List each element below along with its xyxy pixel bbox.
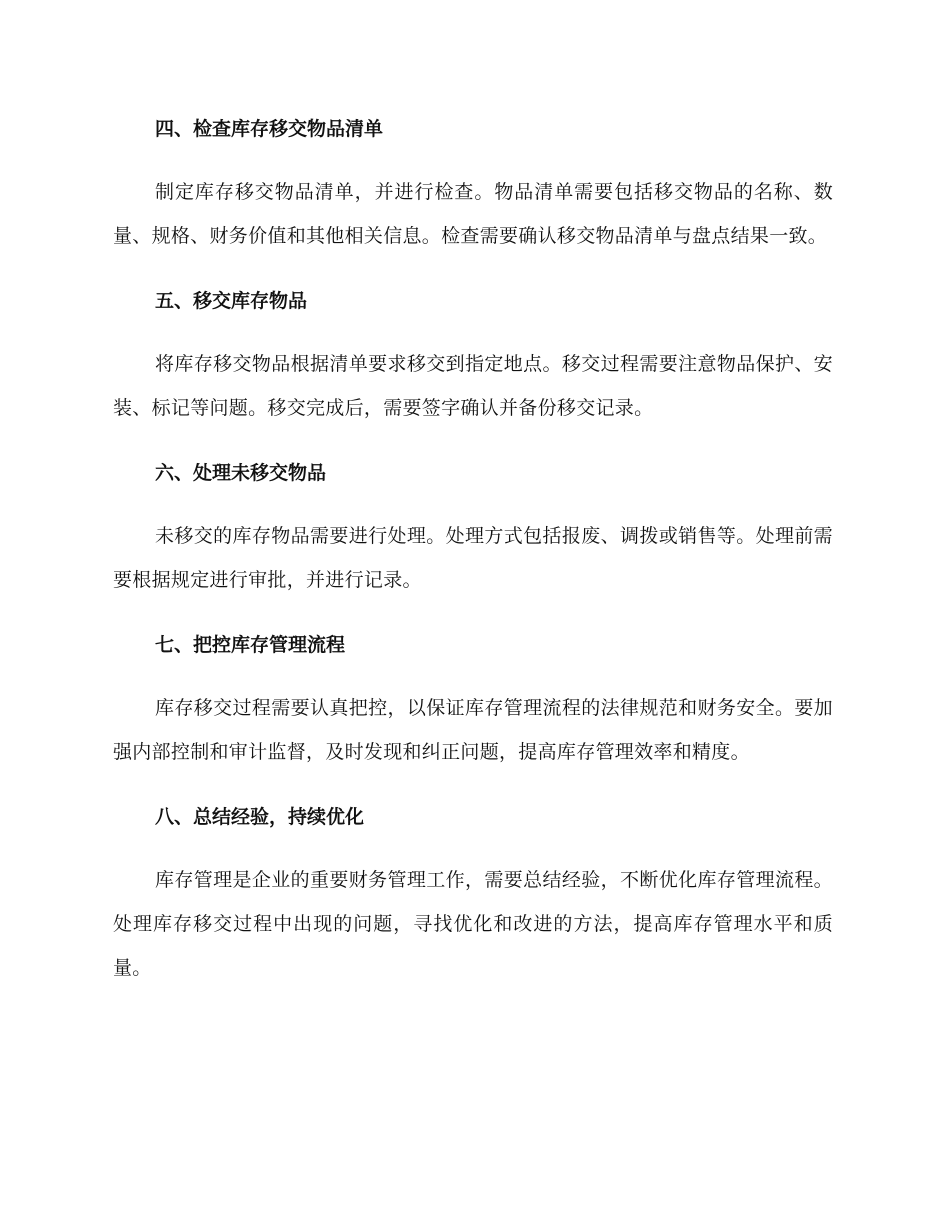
section-handle-untransferred: [113, 456, 833, 602]
section-heading: 六、处理未移交物品: [155, 462, 327, 484]
section-heading: 七、把控库存管理流程: [155, 634, 346, 656]
section-check-transfer-list: [113, 112, 833, 258]
section-paragraph: 库存移交过程需要认真把控，以保证库存管理流程的法律规范和财务安全。要加强内部控制和审计监督，及时发现和纠正问题，提高库存管理效率和精度。: [113, 697, 833, 763]
section-paragraph: 未移交的库存物品需要进行处理。处理方式包括报废、调拨或销售等。处理前需要根据规定进行审批，并进行记录。: [113, 525, 833, 591]
document-body: [113, 112, 833, 1016]
section-paragraph: 将库存移交物品根据清单要求移交到指定地点。移交过程需要注意物品保护、安装、标记等问题。移交完成后，需要签字确认并备份移交记录。: [113, 353, 833, 419]
section-summary-optimize: [113, 800, 833, 990]
section-heading: 八、总结经验，持续优化: [155, 806, 365, 828]
section-transfer-items: [113, 284, 833, 430]
section-paragraph: 库存管理是企业的重要财务管理工作，需要总结经验，不断优化库存管理流程。处理库存移交过程中出现的问题，寻找优化和改进的方法，提高库存管理水平和质量。: [113, 869, 833, 979]
section-heading: 四、检查库存移交物品清单: [155, 118, 384, 140]
section-heading: 五、移交库存物品: [155, 290, 308, 312]
section-paragraph: 制定库存移交物品清单，并进行检查。物品清单需要包括移交物品的名称、数量、规格、财务价值和其他相关信息。检查需要确认移交物品清单与盘点结果一致。: [113, 181, 833, 247]
section-control-process: [113, 628, 833, 774]
